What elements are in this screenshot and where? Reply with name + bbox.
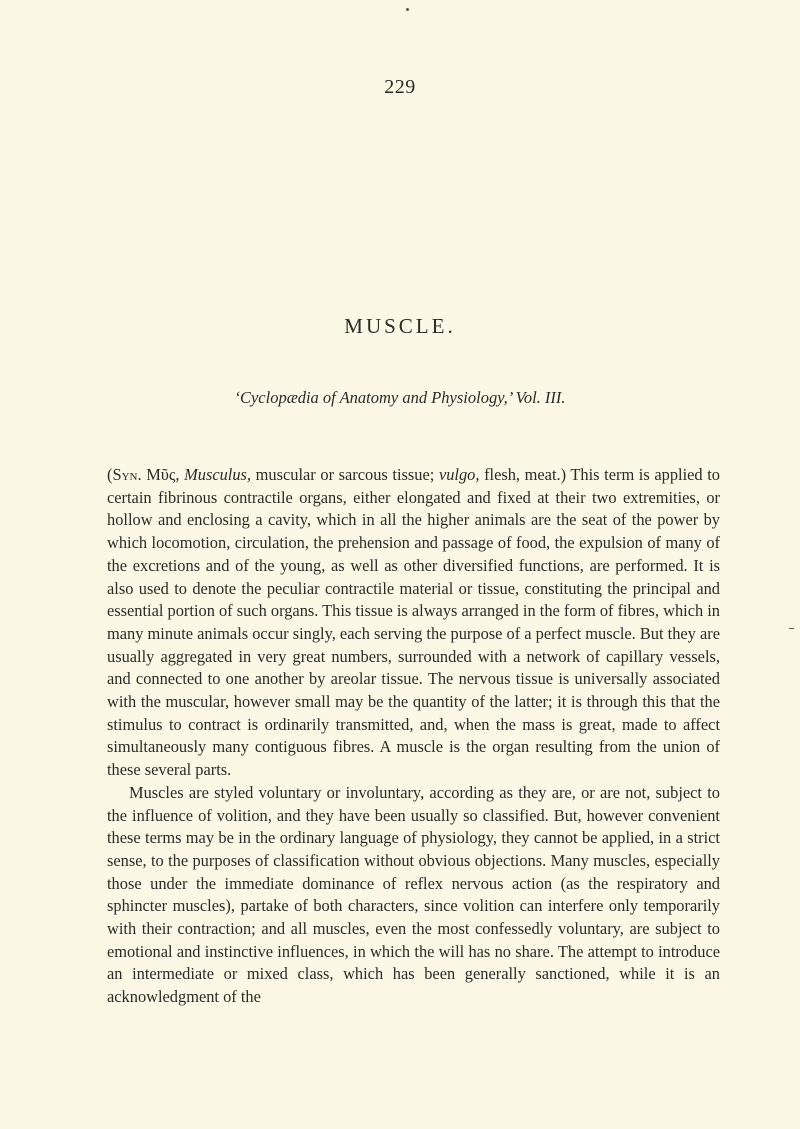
latin-term: Musculus, [184,465,252,484]
source-open-quote: ‘ [234,388,240,407]
vulgo-term: vulgo, [438,465,480,484]
open-paren: ( [107,465,113,484]
synonym-label: Syn. [112,465,142,484]
article-heading: MUSCLE. [344,314,456,338]
page-number: 229 [384,76,416,98]
source-citation [0,388,800,408]
paragraph-definition [107,464,720,782]
greek-term: Μῦς, [141,465,185,484]
source-volume: Vol. III. [515,388,566,407]
printing-speck [789,628,794,629]
printing-speck [406,8,409,11]
source-close-quote: ’ [507,388,512,407]
paragraph-classification: Muscles are styled voluntary or involuntary, according as they are, or are not, subject to the influence of volition, and they have been usually so classified. But, however convenient these terms may be in the ordinary language of physiology, they cannot be applied, in a strict sense, to the purposes of classification without obvious objections. Many muscles, especially those under the immediate dominance of reflex nervous action (as the respiratory and sphincter muscles), partake of both characters, since volition can interfere only temporarily with their contraction; and all muscles, even the most confessedly voluntary, are subject to emotional and instinctive influences, in which the will has no share. The attempt to introduce an intermediate or mixed class, which has been generally sanctioned, while it is an acknowledgment of the [107,782,720,1007]
article-body [107,464,720,1009]
definition-text-2: flesh, meat.) This term is applied to certain fibrinous contractile organs, either elongated and fixed at their two extremities, or hollow and enclosing a cavity, which in all the higher animals are the seat of the power by which locomotion, circulation, the prehension and passage of food, the expulsion of many of the excretions and of the young, as well as other diversified functions, are performed. It is also used to denote the peculiar contractile material or tissue, constituting the principal and essential portion of such organs. This tissue is always arranged in the form of fibres, which in many minute animals occur singly, each serving the purpose of a perfect muscle. But they are usually aggregated in very great numbers, surrounded with a network of capillary vessels, and connected to one another by areolar tissue. The nervous tissue is universally associated with the muscular, however small may be the quantity of the latter; it is through this that the stimulus to contract is ordinarily transmitted, and, when the mass is great, made to affect simultaneously many contiguous fibres. A muscle is the organ resulting from the union of these several parts. [107,465,721,780]
source-title: Cyclopædia of Anatomy and Physiology, [239,388,508,407]
definition-text-1: muscular or sarcous tissue; [251,465,439,484]
